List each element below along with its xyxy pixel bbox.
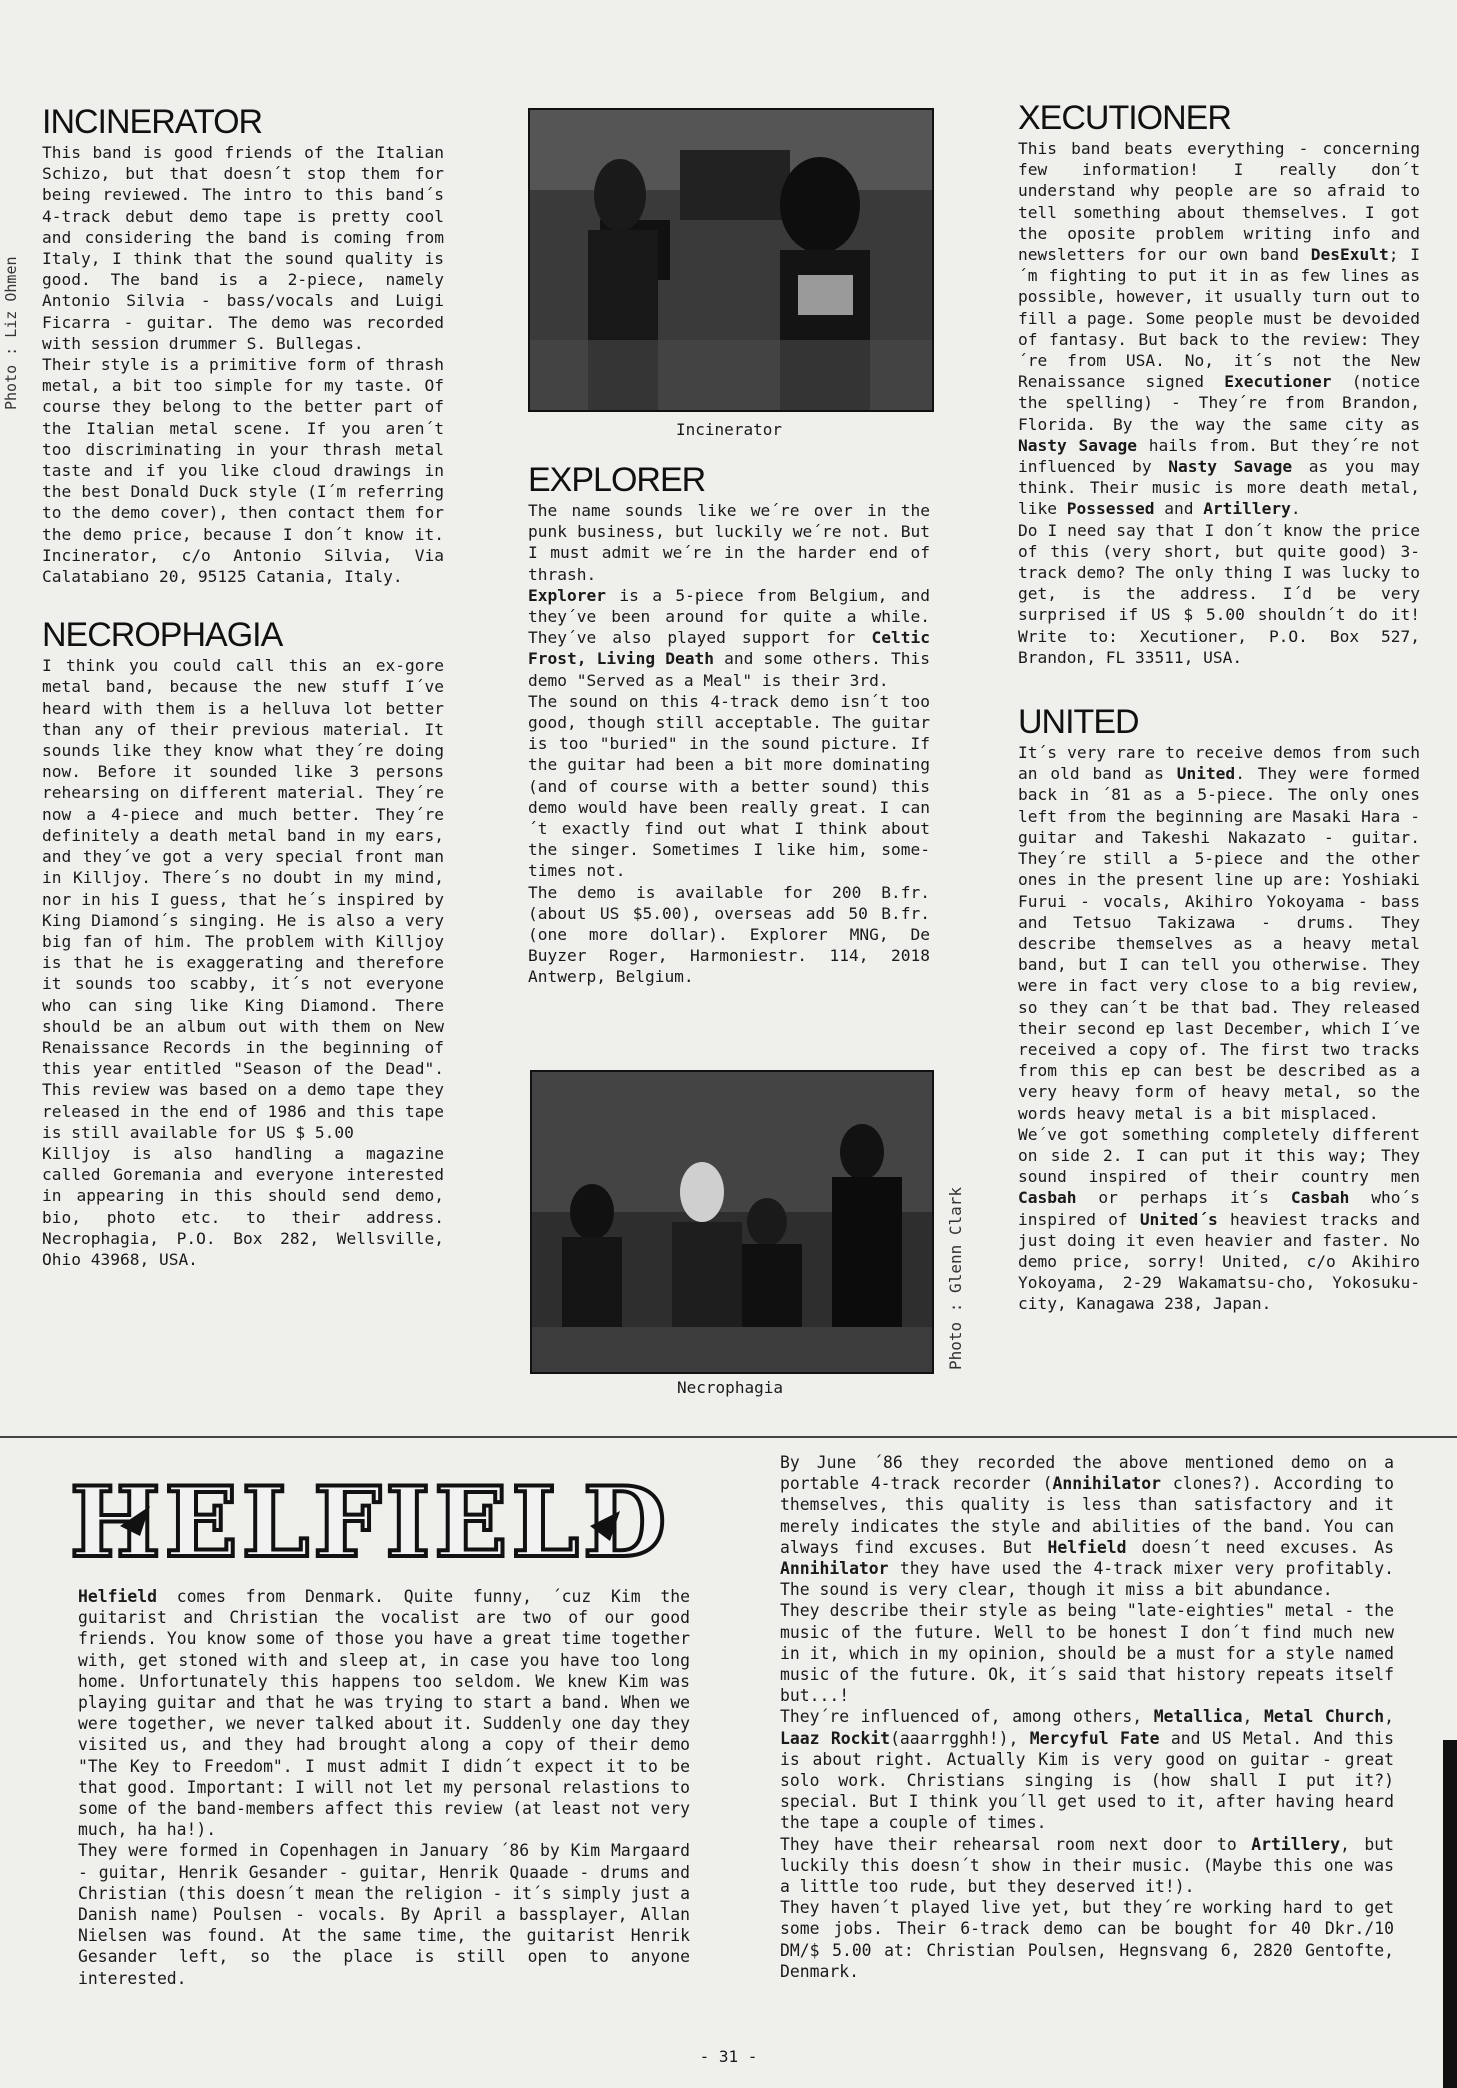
column-right bbox=[1018, 100, 1420, 1315]
xecutioner-text-d: hails from. But they´re not influenced by bbox=[1018, 435, 1420, 477]
helfield-para-1-text: comes from Denmark. Quite funny, ´cuz Kim the guitarist and Christian the vocalist are two of our good friends. You know some of those you have a great time together with, get stoned with and sleep at, in case you have too long home. Unfortunately this happens too seldom. We knew Kim was playing guitar and that he was trying to start a band. When we were together, we never talked about it. Suddenly one day they visited us, and they had brought along a copy of their demo "The Key to Freedom". I must admit I didn´t expect it to be that good. Important: I will not let my personal relastions to some of the band-members affect this review (at least not very much, ha ha!). bbox=[78, 1587, 690, 1840]
desexult-name: DesExult bbox=[1310, 245, 1389, 265]
united-text-f: heaviest tracks and just doing it even heavier and faster. No demo price, sorry! United, c/o Akihiro Yokoyama, 2-29 Wakamatsu-cho, Yokosuku-city, Kanagawa 238, Japan. bbox=[1018, 1209, 1420, 1314]
necrophagia-band-image bbox=[532, 1072, 932, 1372]
explorer-name: Explorer bbox=[528, 585, 606, 605]
xecutioner-review bbox=[1018, 138, 1420, 668]
helfield-logo bbox=[69, 1466, 671, 1579]
xecutioner-heading: XECUTIONER bbox=[1018, 99, 1231, 137]
helfield-para-5 bbox=[780, 1706, 1394, 1833]
mercyful-fate-name: Mercyful Fate bbox=[1029, 1728, 1160, 1748]
helfield-r1-a: By June ´86 they recorded the above mentioned demo on a portable 4-track recorder ( bbox=[780, 1453, 1394, 1494]
necrophagia-para-1: I think you could call this an ex-gore metal band, because the new stuff I´ve heard with them is a helluva lot better than any of their previous material. It sounds like they know what they´re doing now. Before it sounded like 3 persons rehearsing on different material. They´re now a 4-piece and much better. They´re definitely a death metal band in my ears, and they´ve got a very special front man in Killjoy. There´s no doubt in my mind, nor in his I guess, that he´s inspired by King Diamond´s singing. He is also a very big fan of him. The problem with Killjoy is that he is exaggerating and therefore it sounds too scabby, it´s not everyone who can sing like King Diamond. There should be an album out with them on New Renaissance Records in the beginning of this year entitled "Season of the Dead". This review was based on a demo tape they released in the end of 1986 and this tape is still available for US $ 5.00 bbox=[42, 656, 444, 1142]
helfield-r3-b: (aaarrgghh!), bbox=[890, 1728, 1030, 1748]
casbah-name-2: Casbah bbox=[1290, 1188, 1350, 1208]
helfield-name: Helfield bbox=[78, 1587, 157, 1606]
united-possessive-name: United´s bbox=[1139, 1209, 1218, 1229]
united-para-2 bbox=[1018, 1124, 1420, 1315]
artillery-name: Artillery bbox=[1203, 499, 1291, 519]
helfield-review-left bbox=[78, 1586, 690, 1989]
incinerator-heading: INCINERATOR bbox=[42, 103, 263, 141]
united-review bbox=[1018, 742, 1420, 1314]
xecutioner-text-e: as you may think. Their music is more death metal, like bbox=[1018, 457, 1421, 519]
xecutioner-para-2: Do I need say that I don´t know the price of this (very short, but quite good) 3-track demo? The only thing I was lucky to get, is the address. I´d be very surprised if US $ 5.00 shouldn´t do it! Write to: Xecutioner, P.O. Box 527, Brandon, FL 33511, USA. bbox=[1018, 520, 1420, 667]
executioner-name: Executioner bbox=[1224, 372, 1332, 392]
xecutioner-text-b: ; I´m fighting to put it in as few lines as possible, however, it usually turn out to fill a page. Some people must be devoided of fantasy. But back to the review: They´re from USA. No, it´s not the New Renaissance signed bbox=[1018, 245, 1420, 392]
nasty-savage-name-2: Nasty Savage bbox=[1168, 457, 1293, 477]
helfield-para-3 bbox=[780, 1452, 1394, 1600]
explorer-para-2-text-a: is a 5-piece from Belgium, and they´ve been around for quite a while. They´ve also played support for bbox=[528, 585, 930, 648]
artillery-name-2: Artillery bbox=[1251, 1834, 1341, 1854]
incinerator-para-1: This band is good friends of the Italian Schizo, but that doesn´t stop them for being reviewed. The intro to this band´s 4-track debut demo tape is pretty cool and considering the band is coming from Italy, I think that the sound quality is good. The band is a 2-piece, namely Antonio Silvia - bass/vocals and Luigi Ficarra - guitar. The demo was recorded with session drummer S. Bullegas. bbox=[42, 143, 444, 353]
annihilator-name-2: Annihilator bbox=[780, 1559, 889, 1579]
helfield-r3-sep-2: , bbox=[1384, 1707, 1394, 1727]
united-heading: UNITED bbox=[1018, 703, 1139, 742]
helfield-para-4: They describe their style as being "late-eighties" metal - the music of the future. Well to be honest I don´t find much new in it, which in my opinion, should be a must for a style named music of the future. Ok, it´s said that history repeats itself but...! bbox=[780, 1601, 1394, 1706]
united-text-c: We´ve got something completely different on side 2. I can put it this way; They sound inspired of their country men bbox=[1018, 1124, 1420, 1187]
helfield-para-2: They were formed in Copenhagen in January ´86 by Kim Margaard - guitar, Henrik Gesander - guitar, Henrik Quaade - drums and Christian (this doesn´t mean the religion - it´s simply just a Danish name) Poulsen - vocals. By April a bassplayer, Allan Nielsen was found. At the same time, the guitarist Henrik Gesander left, so the place is still open to anyone interested. bbox=[78, 1841, 690, 1988]
helfield-para-1 bbox=[78, 1586, 690, 1840]
helfield-left-column bbox=[78, 1586, 690, 1989]
xecutioner-para-1 bbox=[1018, 138, 1420, 520]
united-name: United bbox=[1176, 764, 1236, 784]
necrophagia-heading: NECROPHAGIA bbox=[42, 616, 283, 655]
explorer-para-3: The sound on this 4-track demo isn´t too good, though still acceptable. The guitar is too "buried" in the sound picture. If the guitar had been a bit more dominating (and of course with a better sound) this demo would have been really great. I can´t exactly find out what I think about the singer. Sometimes I like him, some-times not. bbox=[528, 691, 930, 881]
xecutioner-text-a: This band beats everything - concerning few information! I really don´t understand why people are so afraid to tell something about themselves. I got the oposite problem writing info and newsletters for our own band bbox=[1018, 139, 1420, 265]
helfield-right-column bbox=[780, 1452, 1394, 1982]
helfield-logo-art bbox=[69, 1466, 671, 1579]
xecutioner-and: and bbox=[1154, 499, 1204, 519]
laaz-rockit-name: Laaz Rockit bbox=[780, 1728, 891, 1748]
necrophagia-photo-credit: Photo : Glenn Clark bbox=[946, 1186, 965, 1370]
helfield-review-right bbox=[780, 1452, 1394, 1982]
explorer-heading: EXPLORER bbox=[528, 461, 706, 499]
helfield-r4-b: , but luckily this doesn´t show in their music. (Maybe this one was a little too rude, but they deserved it!). bbox=[780, 1834, 1394, 1897]
helfield-r1-d: they have used the 4-track mixer very profitably. The sound is very clear, though it miss a bit abundance. bbox=[780, 1559, 1394, 1600]
explorer-para-1: The name sounds like we´re over in the punk business, but luckily we´re not. But I must admit we´re in the harder end of thrash. bbox=[528, 501, 930, 584]
incinerator-band-image bbox=[530, 110, 932, 410]
united-text-d: or perhaps it´s bbox=[1076, 1188, 1291, 1208]
united-text-e: who´s inspired of bbox=[1018, 1188, 1420, 1229]
xecutioner-text-c: (notice the spelling) - They´re from Brandon, Florida. By the way the same city as bbox=[1018, 372, 1421, 434]
united-para-1 bbox=[1018, 742, 1420, 1124]
helfield-r3-sep-1: , bbox=[1242, 1707, 1264, 1727]
helfield-r1-c: doesn´t need excuses. As bbox=[1126, 1537, 1395, 1557]
helfield-name-2: Helfield bbox=[1047, 1537, 1127, 1557]
column-left bbox=[42, 104, 444, 1270]
united-text-b: . They were formed back in ´81 as a 5-piece. The only ones left from the beginning are Masaki Hara - guitar and Takeshi Nakazato - guitar. They´re still a 5-piece and the other ones in the present line up are: Yoshiaki Furui - vocals, Akihiro Yokoyama - bass and Tetsuo Takizawa - drums. They describe themselves as a heavy metal band, but I can tell you otherwise. They were in fact very close to a big review, so they can´t be that bad. They released their second ep last December, which I´ve received a copy of. The first two tracks from this ep can best be described as a very heavy form of heavy metal, so the words heavy metal is a bit misplaced. bbox=[1018, 764, 1420, 1123]
section-divider bbox=[0, 1436, 1457, 1438]
annihilator-name-1: Annihilator bbox=[1052, 1474, 1162, 1494]
helfield-r4-a: They have their rehearsal room next door to bbox=[780, 1834, 1252, 1854]
side-photo-credit: Photo : Liz Ohmen bbox=[2, 256, 20, 410]
explorer-review bbox=[528, 500, 930, 988]
page-number: - 31 - bbox=[699, 2047, 758, 2066]
incinerator-review bbox=[42, 142, 444, 587]
explorer-para-2-text-b: and some others. This demo "Served as a Meal" is their 3rd. bbox=[528, 649, 931, 690]
helfield-r3-c: and US Metal. And this is about right. Actually Kim is very good on guitar - great solo work. Christians singing is (how shall I put it?) special. But I think you´ll get used to it, after having heard the tape a couple of times. bbox=[780, 1728, 1394, 1833]
united-text-a: It´s very rare to receive demos from such an old band as bbox=[1018, 743, 1420, 784]
helfield-para-7: They haven´t played live yet, but they´re working hard to get some jobs. Their 6-track demo can be bought for 40 Dkr./10 DM/$ 5.00 at: Christian Poulsen, Hegnsvang 6, 2820 Gentofte, Denmark. bbox=[780, 1898, 1394, 1981]
metallica-name: Metallica bbox=[1153, 1707, 1243, 1727]
casbah-name-1: Casbah bbox=[1018, 1188, 1077, 1208]
incinerator-photo-caption: Incinerator bbox=[676, 420, 782, 439]
necrophagia-photo bbox=[530, 1070, 934, 1374]
necrophagia-review bbox=[42, 655, 444, 1270]
incinerator-para-2: Their style is a primitive form of thrash metal, a bit too simple for my taste. Of course they belong to the better part of the Italian metal scene. If you aren´t too discriminating in your thrash metal taste and if you like cloud drawings in the best Donald Duck style (I´m referring to the demo cover), then contact them for the demo price, because I don´t know it. Incinerator, c/o Antonio Silvia, Via Calatabiano 20, 95125 Catania, Italy. bbox=[42, 355, 444, 587]
necrophagia-para-2: Killjoy is also handling a magazine called Goremania and everyone interested in appearing in this should send demo, bio, photo etc. to their address. Necrophagia, P.O. Box 282, Wellsville, Ohio 43968, USA. bbox=[42, 1143, 444, 1269]
possessed-name: Possessed bbox=[1066, 499, 1155, 519]
helfield-r3-a: They´re influenced of, among others, bbox=[780, 1707, 1154, 1727]
metal-church-name: Metal Church bbox=[1263, 1707, 1385, 1727]
helfield-logo-text: HELFIELD bbox=[69, 1466, 671, 1579]
explorer-para-2 bbox=[528, 585, 930, 691]
page-edge-shadow bbox=[1443, 1740, 1457, 2088]
helfield-r1-b: clones?). According to themselves, this quality is less than satisfactory and it merely indicates the style and abilities of the band. You can always find excuses. But bbox=[780, 1474, 1394, 1557]
nasty-savage-name-1: Nasty Savage bbox=[1018, 435, 1137, 455]
explorer-support-bands: Celtic Frost, Living Death bbox=[528, 628, 930, 669]
explorer-para-4: The demo is available for 200 B.fr. (about US $5.00), overseas add 50 B.fr. (one more dollar). Explorer MNG, De Buyzer Roger, Harmoniestr. 114, 2018 Antwerp, Belgium. bbox=[528, 882, 930, 987]
column-middle bbox=[528, 462, 930, 988]
xecutioner-text-f: . bbox=[1290, 499, 1301, 519]
necrophagia-photo-caption: Necrophagia bbox=[677, 1378, 783, 1397]
helfield-para-6 bbox=[780, 1834, 1394, 1898]
incinerator-photo bbox=[528, 108, 934, 412]
